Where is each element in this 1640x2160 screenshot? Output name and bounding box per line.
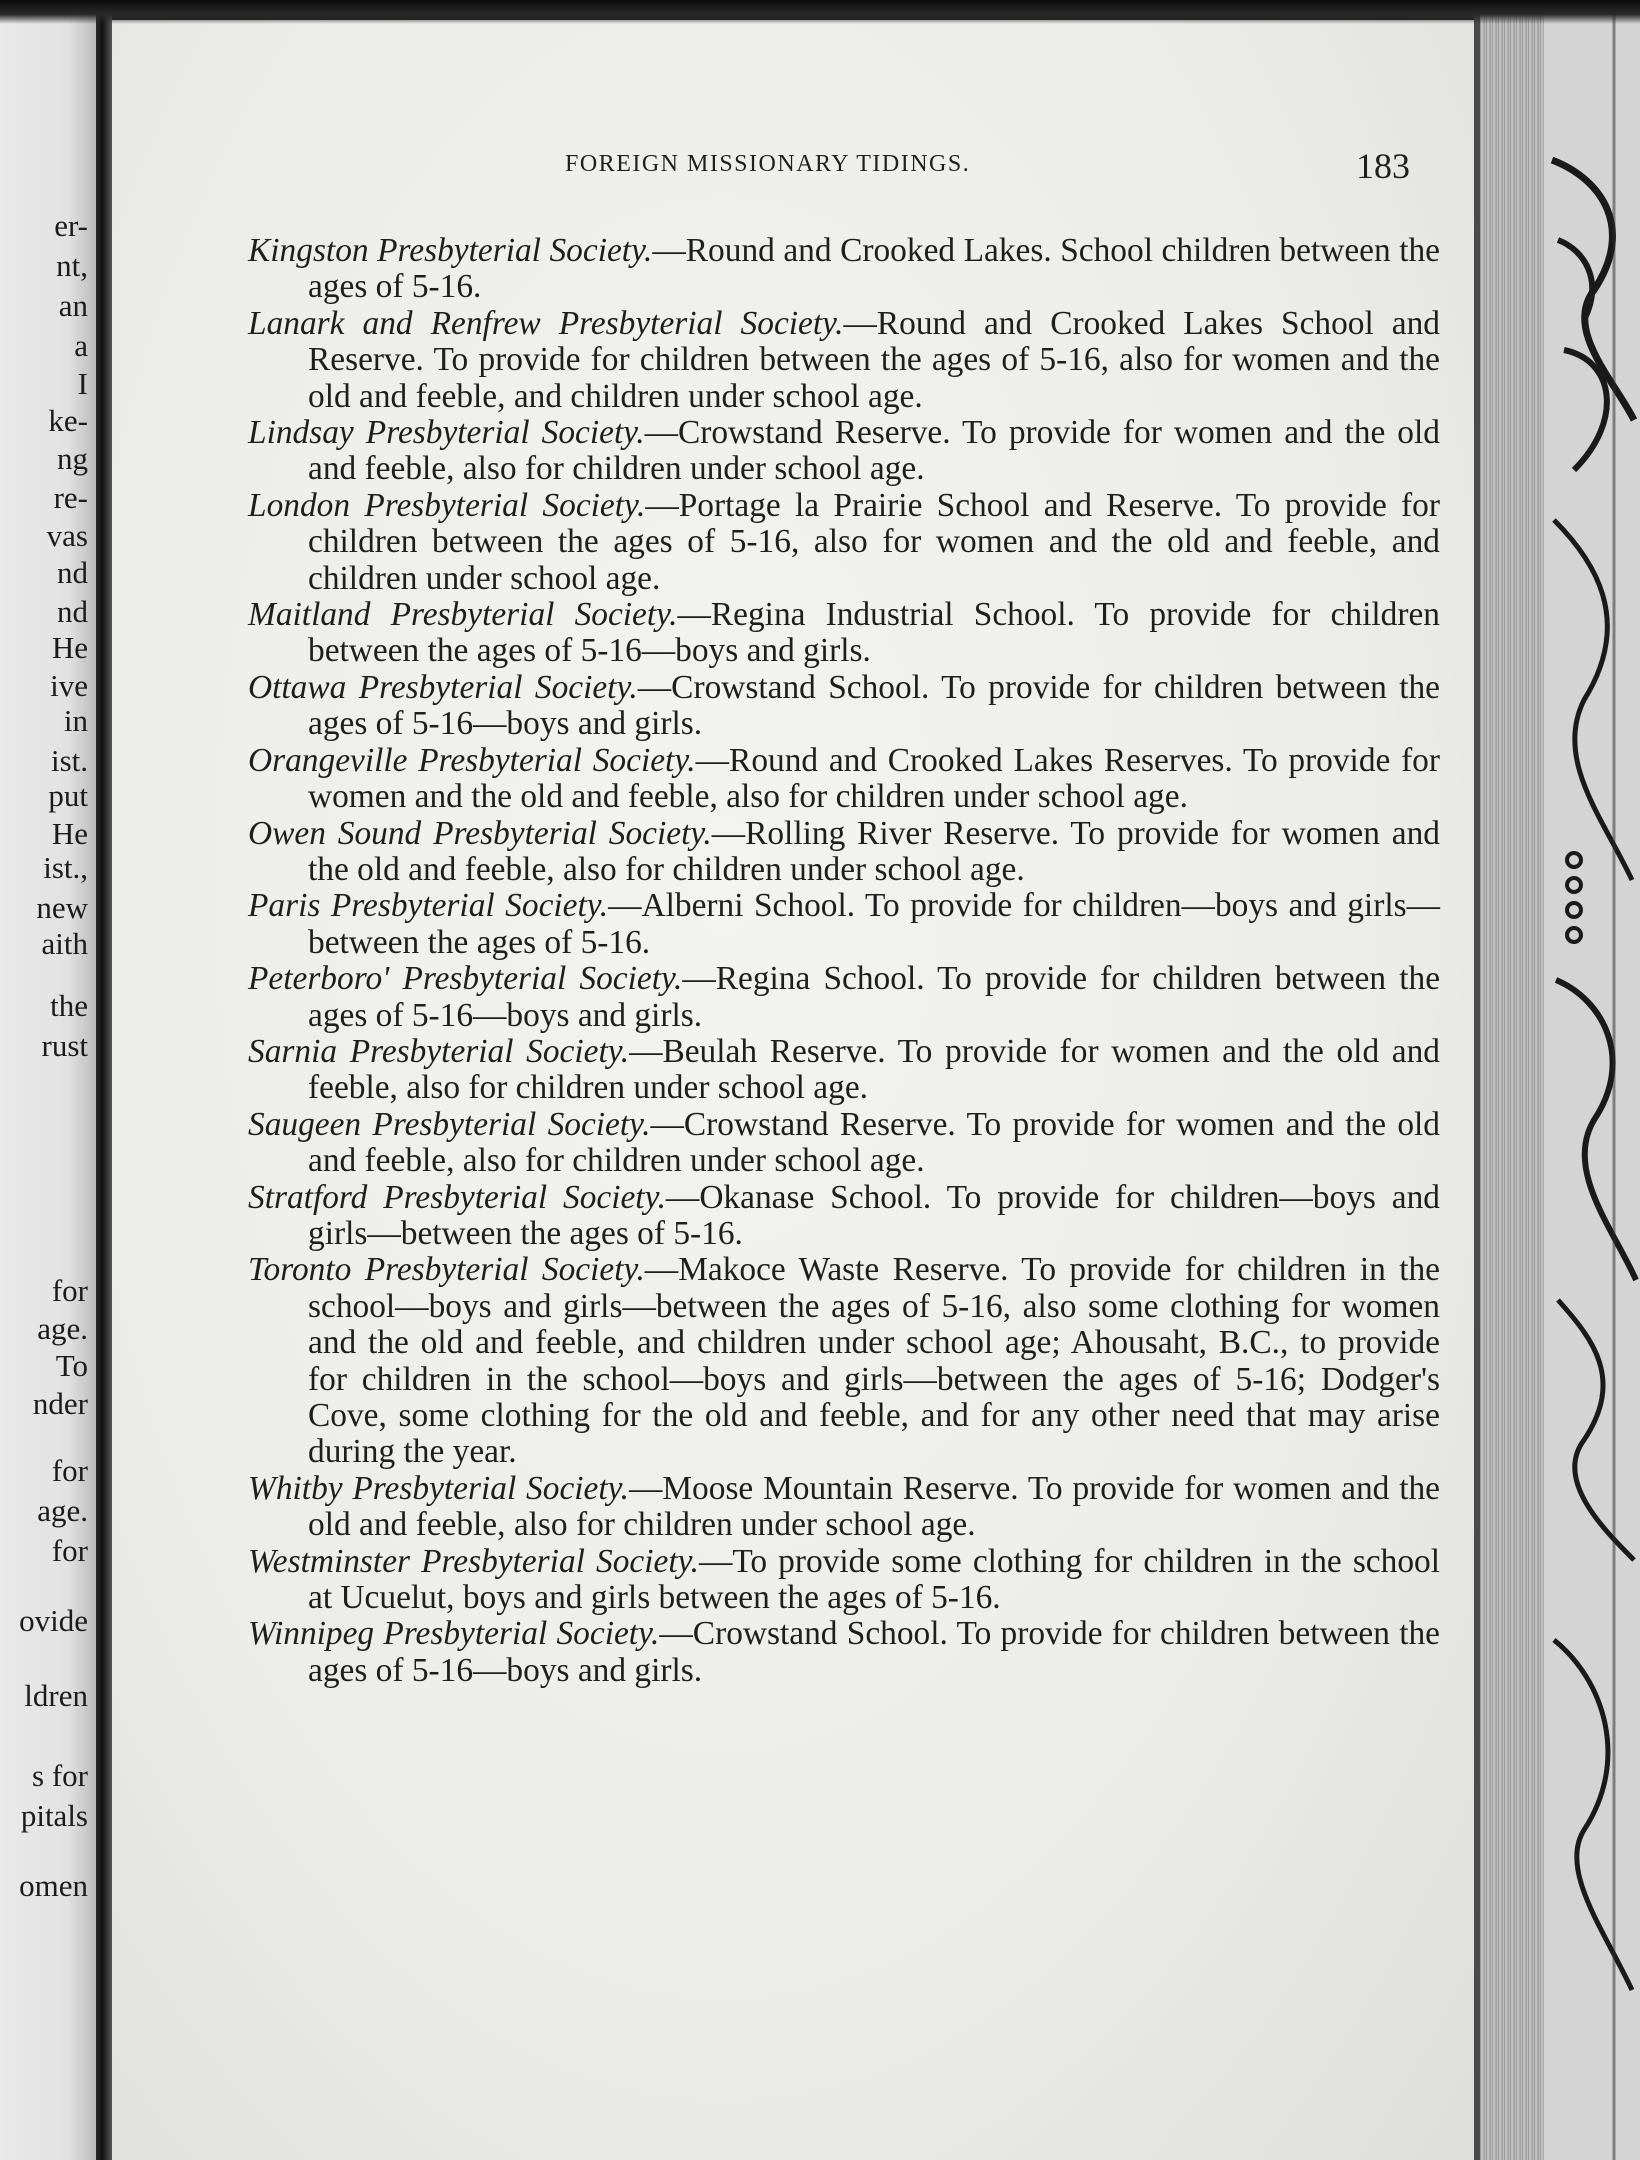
society-entry xyxy=(248,1471,1440,1544)
society-description: —Crowstand Reserve. To provide for women and the old and feeble, also for children under school age. xyxy=(308,414,1440,488)
society-entry xyxy=(248,888,1440,961)
facing-page-fragment: s for xyxy=(32,1758,88,1793)
facing-page-fragment: aith xyxy=(41,926,88,961)
society-name: Ottawa Presbyterial Society. xyxy=(248,668,638,706)
facing-page-fragment: rust xyxy=(41,1028,88,1063)
society-description: —Crowstand School. To provide for children between the ages of 5-16—boys and girls. xyxy=(308,1615,1440,1689)
society-entry xyxy=(248,961,1440,1034)
society-entry xyxy=(248,1616,1440,1689)
society-entry xyxy=(248,415,1440,488)
book-gutter xyxy=(96,0,112,2160)
facing-page-fragment: in xyxy=(63,703,88,738)
facing-page-fragment: age. xyxy=(37,1311,88,1346)
running-head xyxy=(448,146,1448,191)
society-name: London Presbyterial Society. xyxy=(248,486,646,524)
society-description: —Regina School. To provide for children between the ages of 5-16—boys and girls. xyxy=(308,960,1441,1034)
facing-page-fragment: new xyxy=(36,890,88,925)
society-name: Peterboro' Presbyterial Society. xyxy=(248,960,683,998)
facing-page-fragment: nd xyxy=(57,555,88,590)
society-description: —Moose Mountain Reserve. To provide for women and the old and feeble, also for children under school age. xyxy=(308,1469,1440,1544)
facing-page-fragment: age. xyxy=(37,1493,88,1528)
society-name: Saugeen Presbyterial Society. xyxy=(248,1105,651,1143)
facing-page-fragment: the xyxy=(50,988,88,1023)
page-number: 183 xyxy=(1356,146,1410,186)
society-entry xyxy=(248,233,1440,306)
society-entry xyxy=(248,488,1440,597)
society-description: —Okanase School. To provide for children—boys and girls—between the ages of 5-16. xyxy=(308,1178,1440,1252)
facing-page-fragment: an xyxy=(58,288,88,323)
society-entry xyxy=(248,1544,1440,1617)
society-description: —Portage la Prairie School and Reserve. To provide for children between the ages of 5-16, also for women and the old and feeble, and children under school age. xyxy=(308,486,1440,597)
facing-page-fragment: He xyxy=(51,816,88,851)
society-name: Maitland Presbyterial Society. xyxy=(248,596,678,634)
society-name: Lindsay Presbyterial Society. xyxy=(248,414,645,452)
facing-page-fragment: ist., xyxy=(43,850,88,885)
society-list xyxy=(248,233,1440,1689)
facing-page-fragment: He xyxy=(51,630,88,665)
society-entry xyxy=(248,1180,1440,1253)
society-name: Kingston Presbyterial Society. xyxy=(248,232,653,269)
cover-edge xyxy=(1544,0,1640,2160)
facing-page-fragment: re- xyxy=(53,480,88,515)
facing-page-fragment: for xyxy=(51,1453,88,1488)
facing-page-fragment: pitals xyxy=(20,1798,88,1833)
society-entry xyxy=(248,306,1440,415)
society-entry xyxy=(248,1252,1440,1470)
society-name: Orangeville Presbyterial Society. xyxy=(248,741,696,779)
society-name: Sarnia Presbyterial Society. xyxy=(248,1032,630,1070)
society-name: Owen Sound Presbyterial Society. xyxy=(248,814,712,852)
society-description: —Makoce Waste Reserve. To provide for children in the school—boys and girls—between the ages of 5-16, also some clothing for women and the old and feeble, and children under school age; Ahousaht, B.C., to provide for children in the school—boys and girls—between the ages of 5-16; Dodger's Cove, some clothing for the old and feeble, and for any other need that may arise during the year. xyxy=(308,1251,1440,1471)
page-edges xyxy=(1474,0,1544,2160)
scan-top-shadow xyxy=(0,0,1640,24)
society-description: —Beulah Reserve. To provide for women and the old and feeble, also for children under school age. xyxy=(308,1032,1440,1107)
society-description: —Rolling River Reserve. To provide for women and the old and feeble, also for children under school age. xyxy=(308,814,1440,888)
facing-page-fragment: for xyxy=(51,1273,88,1308)
facing-page-fragment: vas xyxy=(46,518,88,553)
society-name: Toronto Presbyterial Society. xyxy=(248,1251,645,1289)
society-entry xyxy=(248,743,1440,816)
facing-page-fragment: nt, xyxy=(56,248,88,283)
society-entry xyxy=(248,670,1440,743)
society-name: Winnipeg Presbyterial Society. xyxy=(248,1615,660,1653)
ornament-icon xyxy=(1544,0,1640,2160)
society-description: —To provide some clothing for children in the school at Ucuelut, boys and girls between the ages of 5-16. xyxy=(308,1542,1440,1617)
society-description: —Crowstand Reserve. To provide for women and the old and feeble, also for children under school age. xyxy=(308,1105,1440,1180)
facing-page-fragment: ldren xyxy=(24,1678,88,1713)
facing-page-fragment: ive xyxy=(50,668,88,703)
facing-page-fragment: I xyxy=(77,366,88,401)
society-entry xyxy=(248,597,1440,670)
facing-page-fragment: omen xyxy=(19,1868,88,1903)
facing-page-fragment: ovide xyxy=(19,1603,88,1638)
society-description: —Round and Crooked Lakes Reserves. To provide for women and the old and feeble, also for children under school age. xyxy=(308,741,1440,816)
society-entry xyxy=(248,1107,1440,1180)
society-description: —Round and Crooked Lakes School and Reserve. To provide for children between the ages of 5-16, also for women and the old and feeble, and children under school age. xyxy=(308,304,1441,415)
society-name: Paris Presbyterial Society. xyxy=(248,887,609,925)
society-entry xyxy=(248,1034,1440,1107)
facing-page-fragment: ist. xyxy=(50,743,88,778)
society-name: Westminster Presbyterial Society. xyxy=(248,1542,699,1580)
society-entry xyxy=(248,816,1440,889)
society-name: Whitby Presbyterial Society. xyxy=(248,1469,629,1507)
society-description: —Regina Industrial School. To provide for children between the ages of 5-16—boys and girls. xyxy=(308,596,1440,670)
society-description: —Alberni School. To provide for children—boys and girls—between the ages of 5-16. xyxy=(308,887,1440,961)
society-description: —Crowstand School. To provide for children between the ages of 5-16—boys and girls. xyxy=(308,668,1440,743)
facing-page-fragment: ke- xyxy=(48,403,88,438)
society-description: —Round and Crooked Lakes. School children between the ages of 5-16. xyxy=(308,232,1440,306)
facing-page xyxy=(0,0,96,2160)
main-page xyxy=(112,20,1474,2160)
society-name: Lanark and Renfrew Presbyterial Society. xyxy=(248,304,844,342)
facing-page-fragment: nd xyxy=(57,594,88,629)
facing-page-fragment: for xyxy=(51,1533,88,1568)
facing-page-fragment: To xyxy=(55,1348,88,1383)
facing-page-fragment: put xyxy=(48,778,88,813)
page-title: FOREIGN MISSIONARY TIDINGS. xyxy=(565,151,971,177)
facing-page-fragment: er- xyxy=(54,208,88,243)
facing-page-fragment: nder xyxy=(32,1386,88,1421)
facing-page-fragment: ng xyxy=(57,441,88,476)
facing-page-fragment: a xyxy=(74,328,88,363)
society-name: Stratford Presbyterial Society. xyxy=(248,1178,666,1216)
